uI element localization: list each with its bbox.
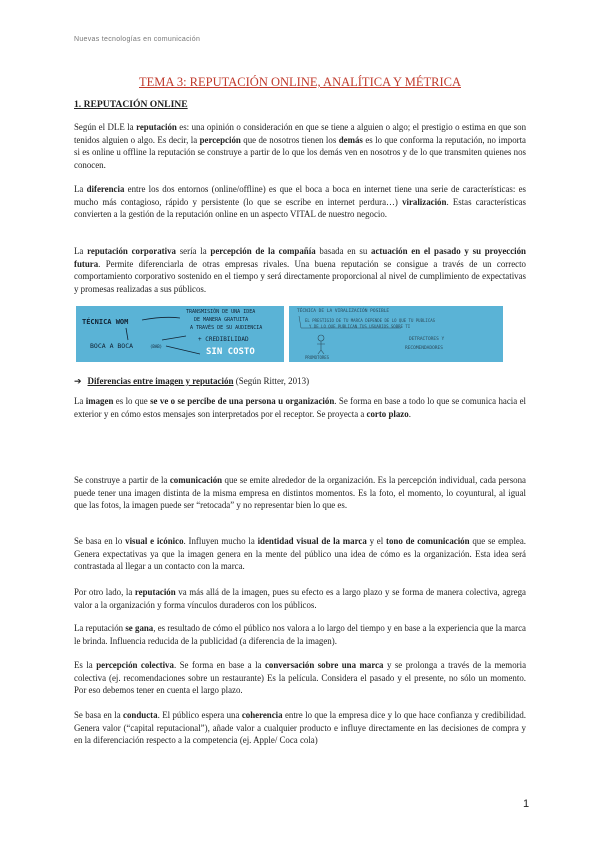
bold-run: reputación (134, 587, 176, 597)
text-run: que se emplea. Genera expectativas ya que la imagen genera en la mente del público una idea de cómo es la organización. Esta idea será contrastada al llegar a un contacto con la marca. (74, 536, 527, 571)
credibilidad-label: + CREDIBILIDAD (198, 336, 249, 343)
bold-run: tono de comunicación (386, 536, 470, 546)
text-run: es: una opinión o consideración en que se tiene a alguien o algo; el prestigio o estima en que son tenidos alguien o algo. Es decir, la (74, 122, 527, 145)
text-run: basada en su (315, 246, 372, 256)
paragraph-visual (74, 535, 526, 573)
wom-label: TÉCNICA WOM (82, 318, 129, 326)
bold-run: imagen (85, 396, 114, 406)
text-run: Según el DLE la (74, 122, 137, 132)
wom-illustration (76, 306, 284, 362)
text-run: Se construye a partir de la (74, 475, 170, 485)
boca-label: BOCA A BOCA (90, 342, 134, 350)
text-run: va más allá de la imagen, pues su efecto es a largo plazo y se forma de manera colectiva, agrega valor a la organización y forma vínculos duraderos con los públicos. (74, 587, 526, 610)
text-run: . Se forma en base a todo lo que se comunica hacia el exterior y en cómo estos mensajes son interpretados por el receptor. Se proyecta a (74, 396, 526, 419)
text-run: La (74, 396, 86, 406)
viral-line-3: Y DE LO QUE PUBLICAN TUS USUARIOS SOBRE TI (309, 324, 411, 329)
bold-run: diferencia (86, 184, 125, 194)
figure-drawing (289, 306, 503, 362)
text-run: y se prolonga a través de la memoria colectiva (ej. recomendaciones sobre un restaurante) Es la película. Considera el pasado y el presente, no sólo un momento. Por eso debemos tener en cuenta el largo plazo. (74, 660, 527, 695)
viral-line-4: DETRACTORES Y (409, 337, 445, 342)
bold-run: corto plazo (366, 408, 409, 419)
paragraph-corporate (74, 245, 526, 295)
subsection-citation: (Según Ritter, 2013) (233, 376, 310, 386)
bold-run: reputación (136, 122, 177, 132)
text-run: sería la (175, 246, 211, 256)
text-run: Por otro lado, la (74, 587, 135, 597)
paragraph-difference (74, 183, 526, 221)
sin-costo-label: SIN COSTO (206, 347, 255, 357)
subsection-heading (74, 376, 309, 387)
page-number: 1 (523, 798, 530, 810)
text-run: entre los dos entornos (online/offline) es que el boca a boca en internet tiene una serie de características: es mucho más contagioso, rápido y persistente (lo que se escribe en internet perdura…) (74, 184, 526, 207)
bold-run: viralización (402, 196, 447, 207)
bold-run: percepción (199, 134, 241, 145)
text-run: Se basa en lo (74, 536, 126, 546)
bold-run: comunicación (169, 475, 223, 485)
bold-run: percepción colectiva (96, 660, 174, 670)
text-run: . Se forma en base a la (173, 660, 265, 670)
bold-run: conversación sobre una marca (264, 660, 384, 670)
subsection-label: Diferencias entre imagen y reputación (87, 376, 234, 386)
bold-run: actuación en el pasado y su proyección futura (74, 246, 526, 269)
bold-run: se gana (125, 623, 154, 633)
text-run: La (74, 246, 88, 256)
viral-line-5: RECOMENDADORES (405, 346, 443, 351)
text-run: y el (366, 536, 387, 546)
text-run: La reputación (74, 623, 126, 633)
text-run: . (408, 408, 411, 419)
transmission-line-1: TRANSMISIÓN DE UNA IDEA (186, 309, 256, 315)
transmission-line-3: A TRAVÉS DE SU AUDIENCIA (190, 325, 263, 331)
viral-line-6: PROMOTORES (305, 355, 330, 360)
text-run: es lo que (113, 396, 151, 406)
boca-small-label: (BAB) (150, 344, 163, 349)
paragraph-conducta (74, 709, 526, 747)
bold-run: percepción de la compañía (210, 246, 316, 256)
arrow-right-icon: ➔ (74, 376, 82, 386)
text-run: Se basa en la (74, 710, 124, 720)
arrows-drawing (76, 306, 284, 362)
transmission-line-2: DE MANERA GRATUITA (194, 317, 249, 323)
text-run: entre lo que la empresa dice y lo que hace confianza y credibilidad. Genera valor (“capital reputacional”), añade valor a cualquier producto e influye directamente en las decisiones de compra y en la diferenciación respecto a la competencia (ej. Apple/ Coca cola) (74, 710, 526, 745)
bold-run: se ve o se percibe de una persona u organización (150, 396, 335, 406)
paragraph-se-gana (74, 622, 526, 647)
text-run: . Estas características convierten a la gestión de la reputación online en un aspecto VITAL de nuestro negocio. (74, 196, 526, 219)
paragraph-definition (74, 121, 526, 171)
bold-run: coherencia (241, 710, 283, 720)
text-run: que de nosotros tienen los (240, 134, 339, 145)
text-run: , es resultado de cómo el público nos valora a lo largo del tiempo y en base a la experiencia que la marca le brinda. Influencia reducida de la publicidad (a diferencia de la imagen). (74, 623, 526, 646)
text-run: . El público espera una (157, 710, 242, 720)
viral-line-1: TÉCNICA DE LA VIRALIZACIÓN POSIBLE (297, 309, 390, 314)
viral-line-2: EL PRESTIGIO DE TU MARCA DEPENDE DE LO QUE TU PUBLICAS (305, 318, 436, 323)
paragraph-construccion (74, 474, 526, 512)
bold-run: demás (338, 134, 363, 145)
bold-run: reputación corporativa (87, 246, 176, 256)
bold-run: identidad visual de la marca (257, 536, 367, 546)
text-run: . Permite diferenciarla de otras empresas rivales. Una buena reputación se consigue a través de un correcto comportamiento corporativo sostenido en el tiempo y será directamente proporcional al nivel de cumplimiento de expectativas y promesas realizadas a sus públicos. (74, 258, 526, 294)
section-heading: 1. REPUTACIÓN ONLINE (74, 99, 188, 110)
paragraph-colectiva (74, 659, 526, 697)
running-header: Nuevas tecnologías en comunicación (74, 36, 201, 43)
paragraph-imagen (74, 395, 526, 420)
text-run: . Influyen mucho la (183, 536, 258, 546)
text-run: es lo que conforma la reputación, no importa si es online u offline la reputación se construye a partir de lo que los demás ven en nosotros y de lo que transmiten quienes nos conocen. (74, 134, 526, 170)
bold-run: visual e icónico (125, 536, 184, 546)
bold-run: conducta (123, 710, 158, 720)
viralization-illustration (289, 306, 503, 362)
text-run: La (74, 184, 87, 194)
paragraph-reputacion (74, 586, 526, 611)
text-run: Es la (74, 660, 97, 670)
text-run: que se emite alrededor de la organización. Es la percepción individual, cada persona puede tener una imagen distinta de la misma empresa en distintos momentos. Es la foto, el momento, lo coyuntural, al igual que las fotos, la imagen puede ser “retocada” y no representar bien lo que es. (74, 475, 526, 510)
page-title: TEMA 3: REPUTACIÓN ONLINE, ANALÍTICA Y MÉTRICA (138, 75, 461, 89)
